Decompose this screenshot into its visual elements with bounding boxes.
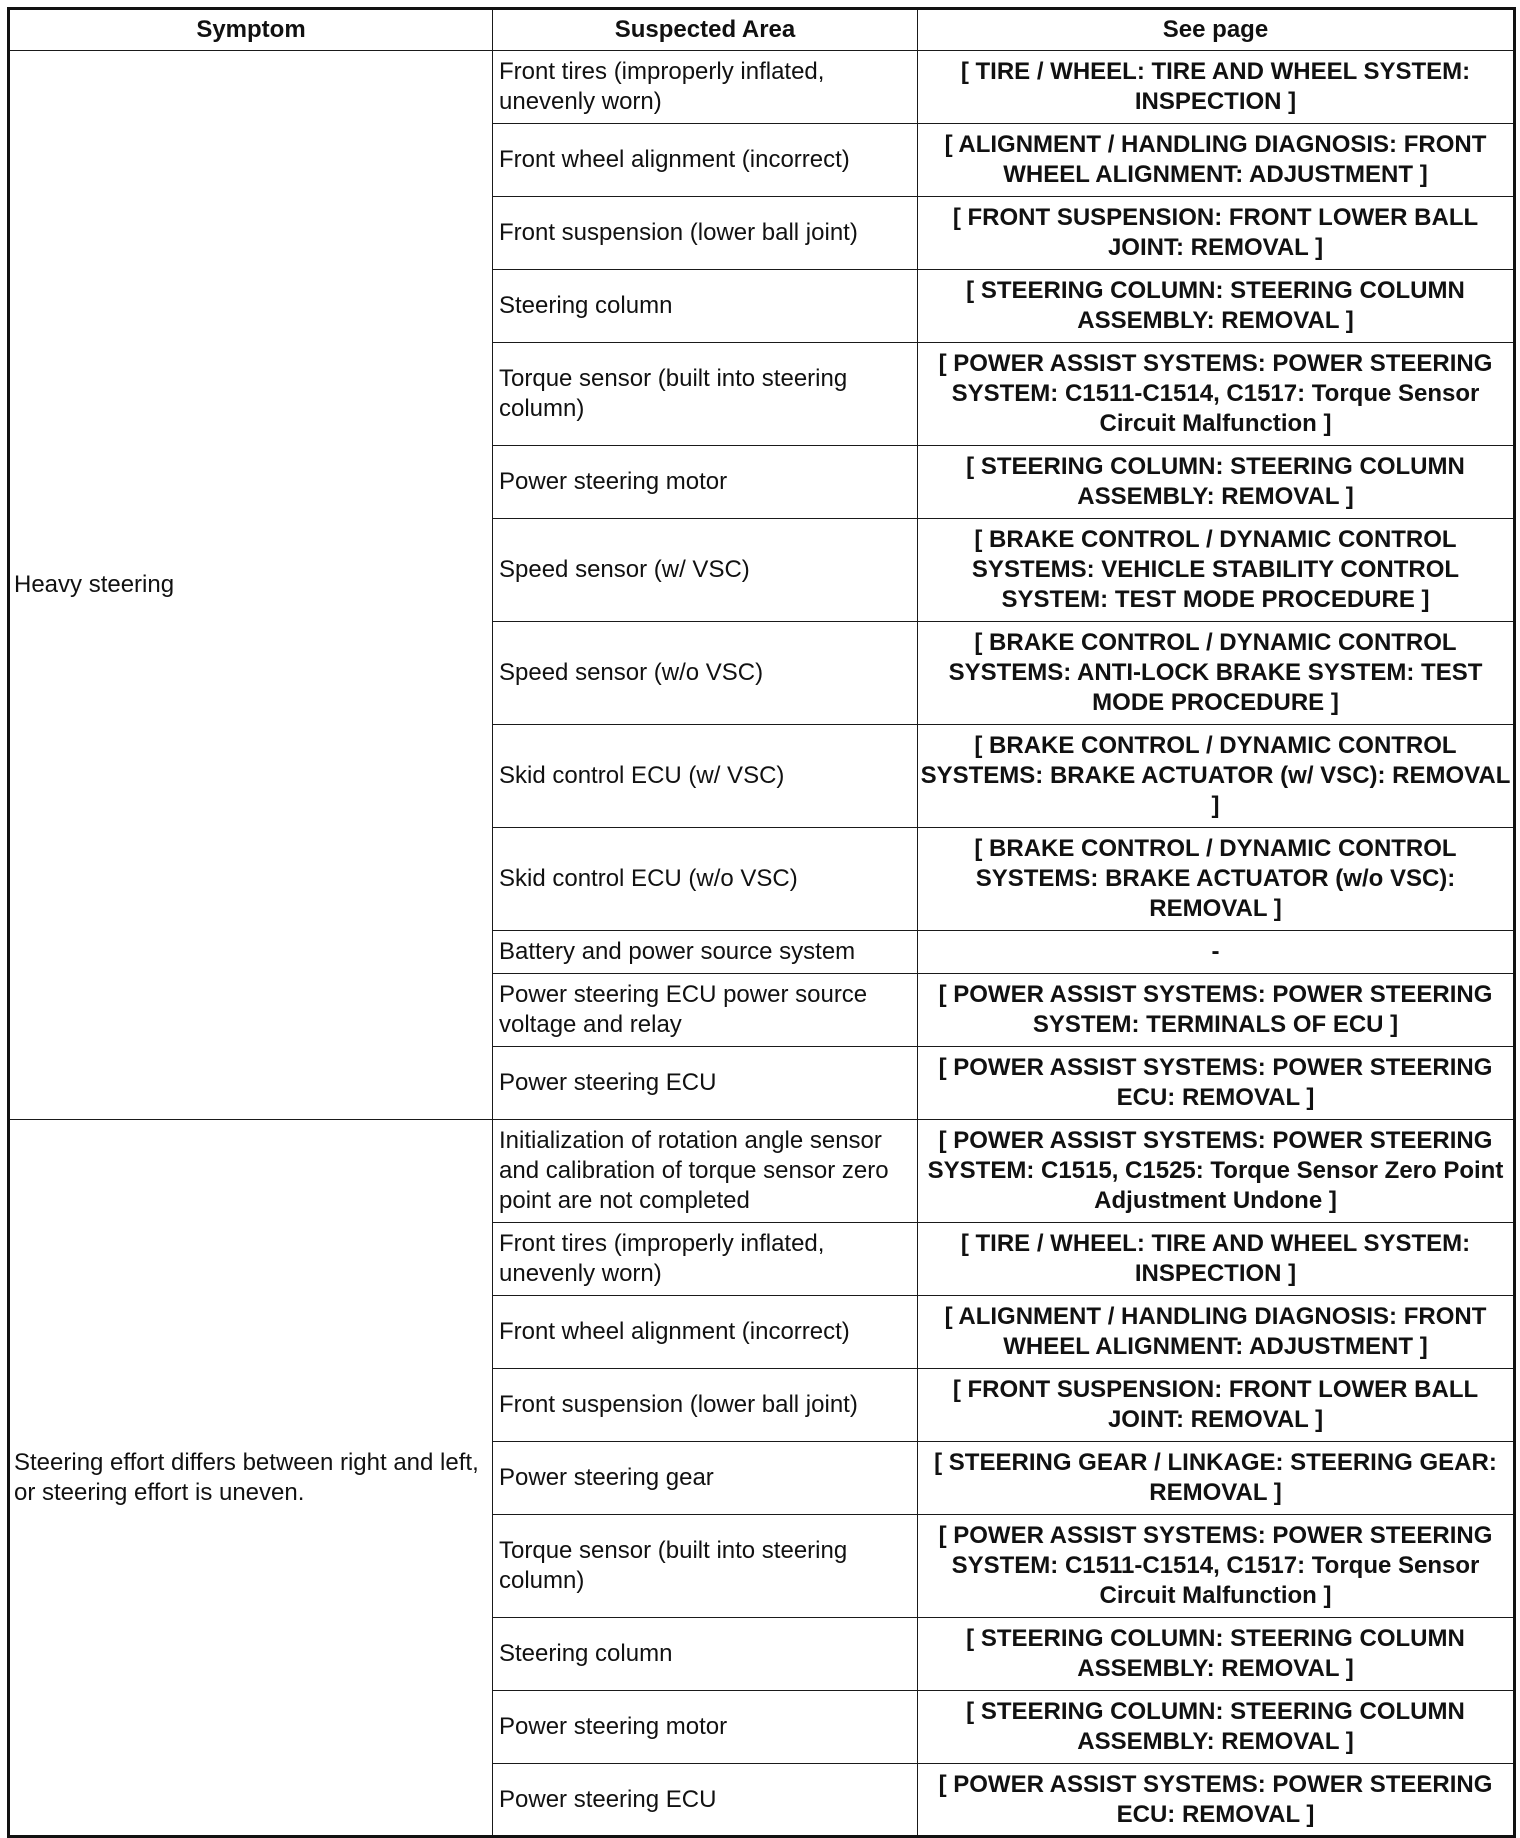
- see-page-cell: [ POWER ASSIST SYSTEMS: POWER STEERING ECU: REMOVAL ]: [918, 1047, 1515, 1120]
- see-page-cell: [ BRAKE CONTROL / DYNAMIC CONTROL SYSTEMS: ANTI-LOCK BRAKE SYSTEM: TEST MODE PROCEDURE ]: [918, 622, 1515, 725]
- table-row: [9, 1120, 1515, 1223]
- see-page-cell: [ POWER ASSIST SYSTEMS: POWER STEERING SYSTEM: TERMINALS OF ECU ]: [918, 974, 1515, 1047]
- suspected-area-cell: Skid control ECU (w/ VSC): [493, 725, 918, 828]
- table-header-row: [9, 9, 1515, 51]
- see-page-cell: [ STEERING COLUMN: STEERING COLUMN ASSEMBLY: REMOVAL ]: [918, 270, 1515, 343]
- suspected-area-cell: Power steering ECU power source voltage and relay: [493, 974, 918, 1047]
- suspected-area-cell: Battery and power source system: [493, 931, 918, 974]
- suspected-area-cell: Front tires (improperly inflated, unevenly worn): [493, 1223, 918, 1296]
- see-page-cell: [ TIRE / WHEEL: TIRE AND WHEEL SYSTEM: INSPECTION ]: [918, 51, 1515, 124]
- suspected-area-column-header: Suspected Area: [493, 9, 918, 51]
- suspected-area-cell: Steering column: [493, 270, 918, 343]
- see-page-cell: [ STEERING COLUMN: STEERING COLUMN ASSEMBLY: REMOVAL ]: [918, 1618, 1515, 1691]
- suspected-area-cell: Power steering motor: [493, 1691, 918, 1764]
- problem-symptoms-table: [7, 7, 1516, 1838]
- symptom-column-header: Symptom: [9, 9, 493, 51]
- see-page-cell: [ STEERING COLUMN: STEERING COLUMN ASSEMBLY: REMOVAL ]: [918, 1691, 1515, 1764]
- see-page-cell: [ POWER ASSIST SYSTEMS: POWER STEERING ECU: REMOVAL ]: [918, 1764, 1515, 1837]
- see-page-cell: [ STEERING GEAR / LINKAGE: STEERING GEAR: REMOVAL ]: [918, 1442, 1515, 1515]
- suspected-area-cell: Speed sensor (w/o VSC): [493, 622, 918, 725]
- see-page-cell: [ BRAKE CONTROL / DYNAMIC CONTROL SYSTEMS: BRAKE ACTUATOR (w/o VSC): REMOVAL ]: [918, 828, 1515, 931]
- suspected-area-cell: Torque sensor (built into steering column): [493, 1515, 918, 1618]
- suspected-area-cell: Front wheel alignment (incorrect): [493, 124, 918, 197]
- see-page-cell: [ ALIGNMENT / HANDLING DIAGNOSIS: FRONT WHEEL ALIGNMENT: ADJUSTMENT ]: [918, 1296, 1515, 1369]
- suspected-area-cell: Front suspension (lower ball joint): [493, 1369, 918, 1442]
- suspected-area-cell: Front wheel alignment (incorrect): [493, 1296, 918, 1369]
- see-page-cell: [ STEERING COLUMN: STEERING COLUMN ASSEMBLY: REMOVAL ]: [918, 446, 1515, 519]
- suspected-area-cell: Power steering motor: [493, 446, 918, 519]
- see-page-column-header: See page: [918, 9, 1515, 51]
- symptom-cell: Steering effort differs between right and left, or steering effort is uneven.: [9, 1120, 493, 1837]
- suspected-area-cell: Torque sensor (built into steering column): [493, 343, 918, 446]
- suspected-area-cell: Speed sensor (w/ VSC): [493, 519, 918, 622]
- suspected-area-cell: Skid control ECU (w/o VSC): [493, 828, 918, 931]
- see-page-cell: [ FRONT SUSPENSION: FRONT LOWER BALL JOINT: REMOVAL ]: [918, 1369, 1515, 1442]
- see-page-cell: -: [918, 931, 1515, 974]
- see-page-cell: [ BRAKE CONTROL / DYNAMIC CONTROL SYSTEMS: VEHICLE STABILITY CONTROL SYSTEM: TEST MODE PROCEDURE ]: [918, 519, 1515, 622]
- see-page-cell: [ FRONT SUSPENSION: FRONT LOWER BALL JOINT: REMOVAL ]: [918, 197, 1515, 270]
- table-row: [9, 51, 1515, 124]
- see-page-cell: [ BRAKE CONTROL / DYNAMIC CONTROL SYSTEMS: BRAKE ACTUATOR (w/ VSC): REMOVAL ]: [918, 725, 1515, 828]
- see-page-cell: [ ALIGNMENT / HANDLING DIAGNOSIS: FRONT WHEEL ALIGNMENT: ADJUSTMENT ]: [918, 124, 1515, 197]
- see-page-cell: [ POWER ASSIST SYSTEMS: POWER STEERING SYSTEM: C1515, C1525: Torque Sensor Zero Point Adjustment Undone ]: [918, 1120, 1515, 1223]
- symptom-cell: Heavy steering: [9, 51, 493, 1120]
- suspected-area-cell: Front tires (improperly inflated, unevenly worn): [493, 51, 918, 124]
- suspected-area-cell: Power steering gear: [493, 1442, 918, 1515]
- see-page-cell: [ POWER ASSIST SYSTEMS: POWER STEERING SYSTEM: C1511-C1514, C1517: Torque Sensor Circuit Malfunction ]: [918, 1515, 1515, 1618]
- suspected-area-cell: Power steering ECU: [493, 1047, 918, 1120]
- suspected-area-cell: Initialization of rotation angle sensor and calibration of torque sensor zero point are not completed: [493, 1120, 918, 1223]
- suspected-area-cell: Front suspension (lower ball joint): [493, 197, 918, 270]
- suspected-area-cell: Power steering ECU: [493, 1764, 918, 1837]
- document-page: [7, 7, 1516, 1838]
- suspected-area-cell: Steering column: [493, 1618, 918, 1691]
- see-page-cell: [ TIRE / WHEEL: TIRE AND WHEEL SYSTEM: INSPECTION ]: [918, 1223, 1515, 1296]
- see-page-cell: [ POWER ASSIST SYSTEMS: POWER STEERING SYSTEM: C1511-C1514, C1517: Torque Sensor Circuit Malfunction ]: [918, 343, 1515, 446]
